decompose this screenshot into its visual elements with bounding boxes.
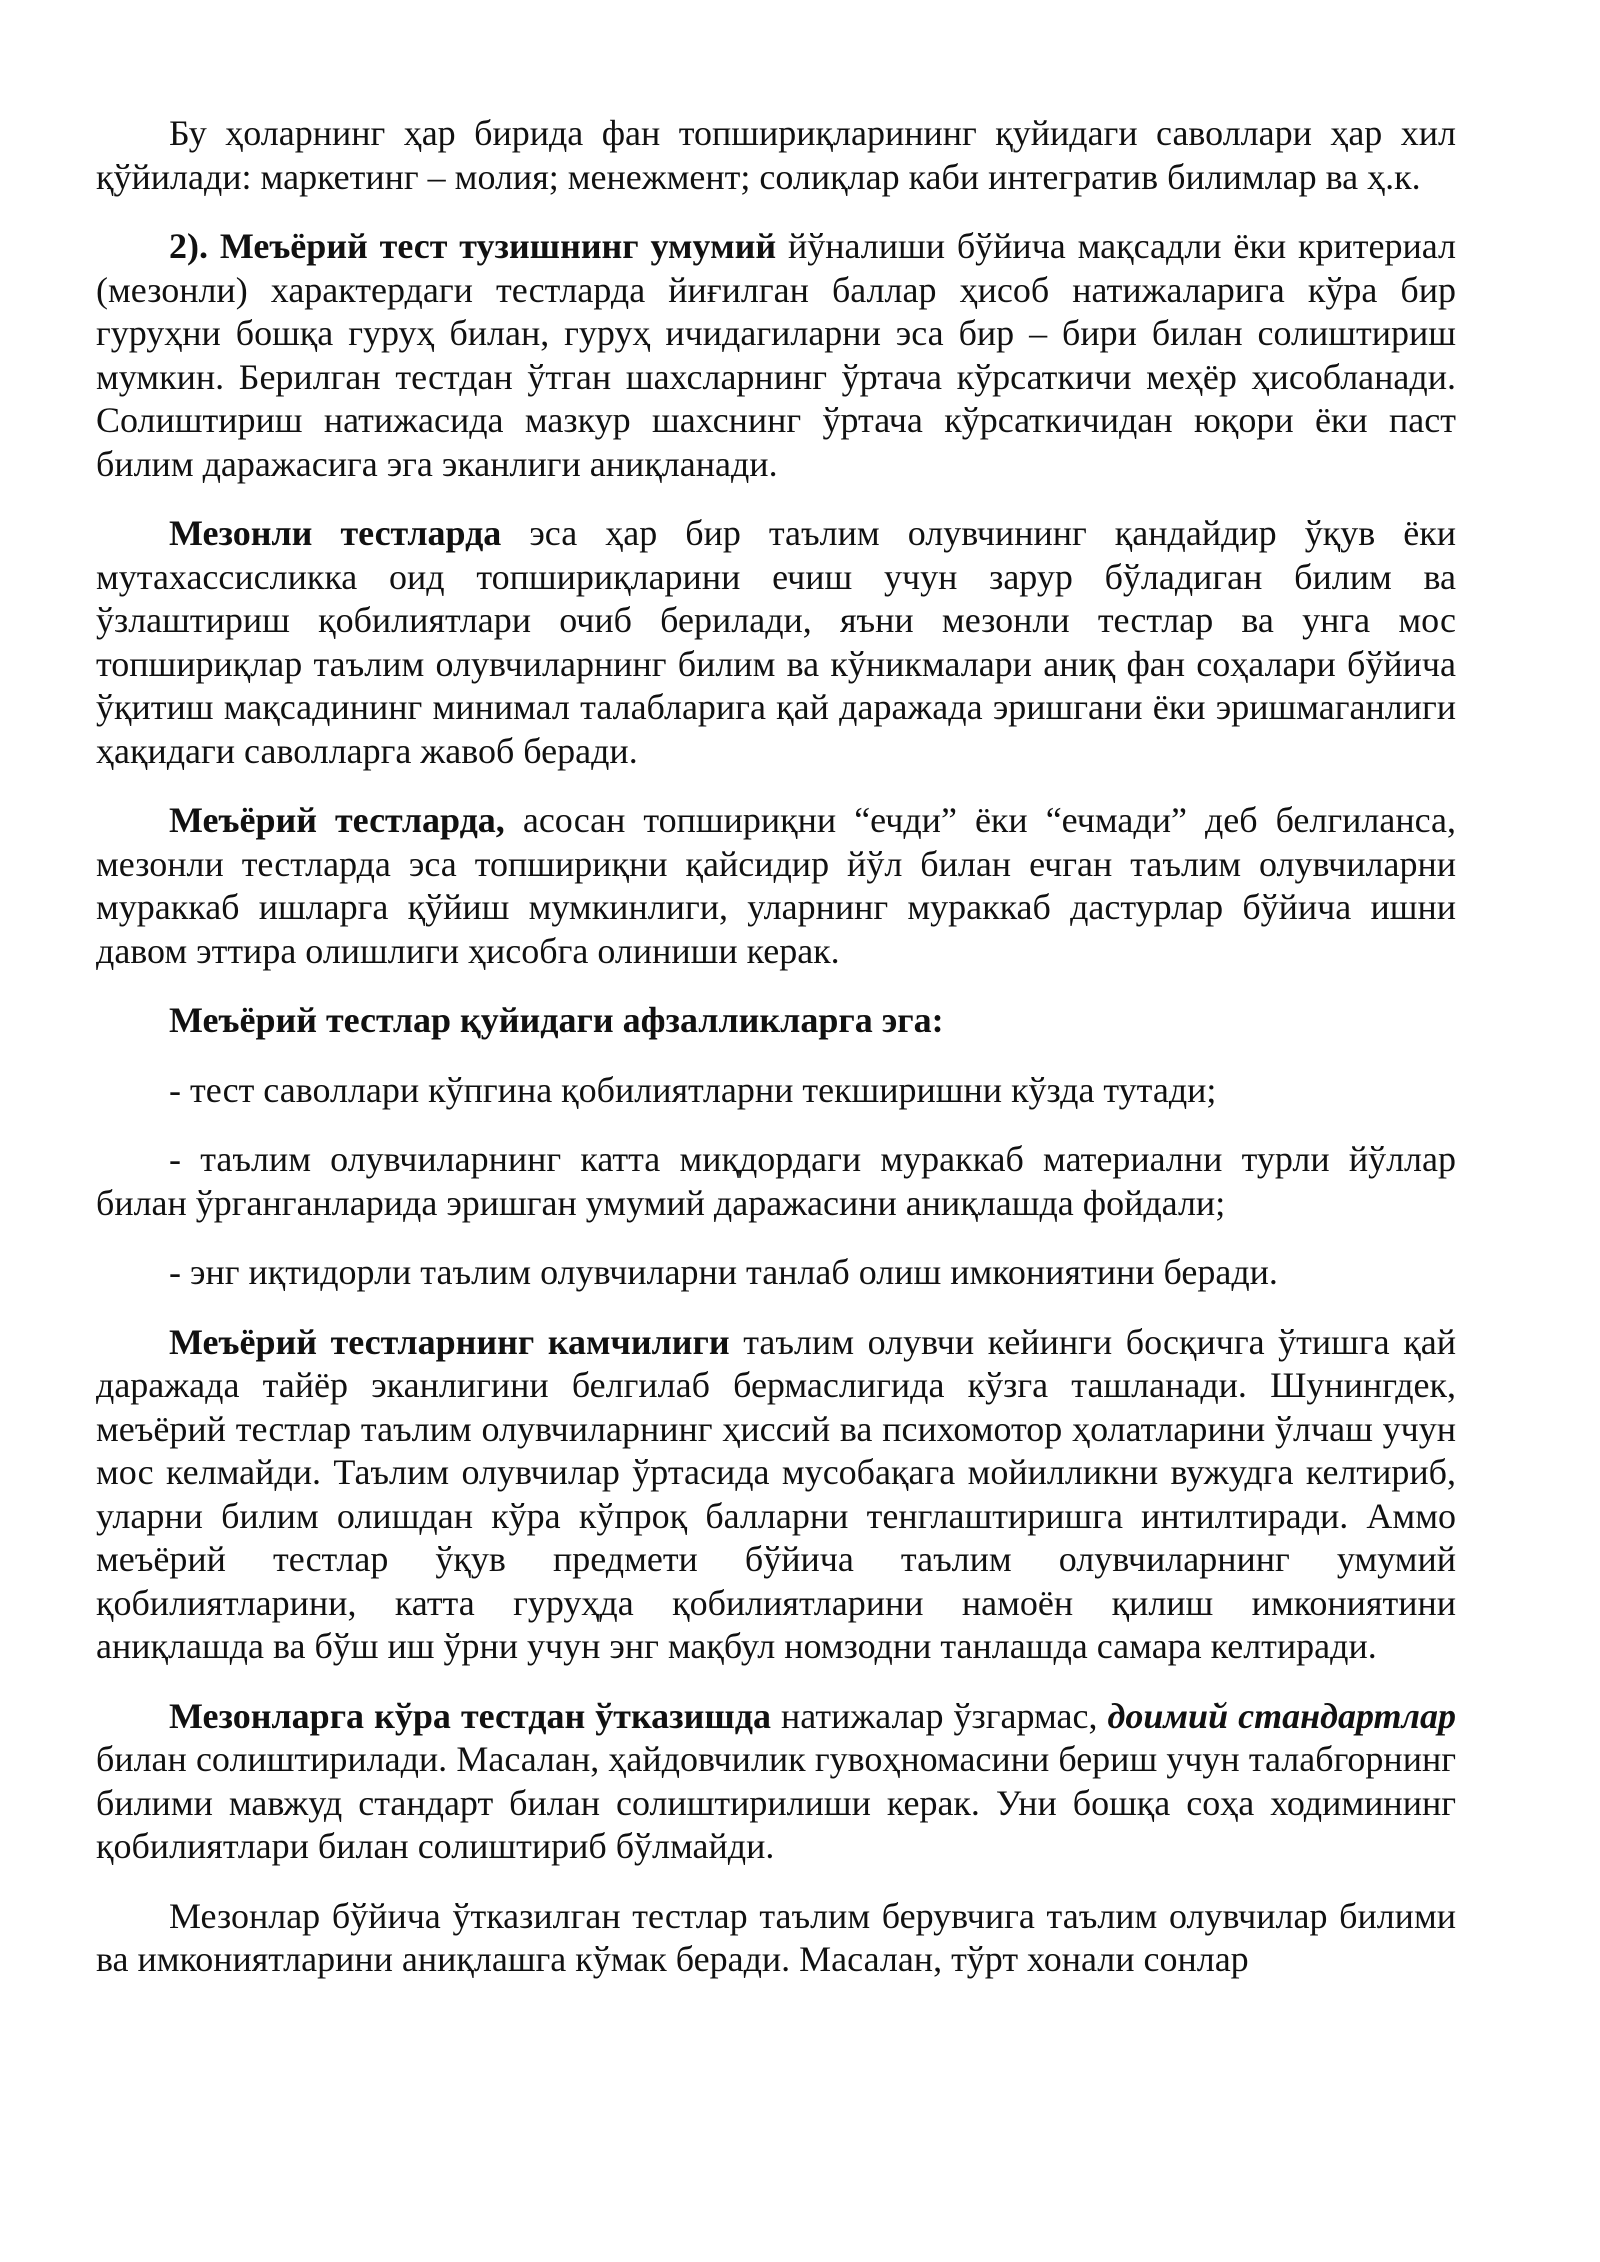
- paragraph-10: [96, 1695, 1456, 1869]
- list-item-2: [96, 1138, 1456, 1225]
- paragraph-lead-bold: 2). Меъёрий тест тузишнинг умумий: [169, 226, 777, 266]
- document-page: [96, 112, 1456, 2008]
- paragraph-4: [96, 799, 1456, 973]
- paragraph-text: эса ҳар бир таълим олувчининг қандайдир ўқув ёки мутахассисликка оид топшириқларини ечиш учун зарур бўладиган билим ва ўзлаштириш қобилиятлари очиб берилади, яъни мезонли тестлар ва унга мос топшириқлар таълим олувчиларнинг билим ва кўникмалари аниқ фан соҳалари бўйича ўқитиш мақсадининг минимал талабларига қай даражада эришгани ёки эришмаганлиги ҳақидаги саволларга жавоб беради.: [96, 513, 1456, 771]
- list-item-text: - таълим олувчиларнинг катта миқдордаги мураккаб материални турли йўллар билан ўрганганларида эришган умумий даражасини аниқлашда фойдали;: [96, 1139, 1456, 1223]
- paragraph-text: асосан топшириқни “ечди” ёки “ечмади” деб белгиланса, мезонли тестларда эса топшириқни қайсидир йўл билан ечган таълим олувчиларни мураккаб ишларга қўйиш мумкинлиги, уларнинг мураккаб дастурлар бўйича ишни давом эттира олишлиги ҳисобга олиниши керак.: [96, 800, 1457, 971]
- list-item-3: [96, 1251, 1456, 1295]
- paragraph-text: Мезонлар бўйича ўтказилган тестлар таълим берувчига таълим олувчилар билими ва имкониятларини аниқлашга кўмак беради. Масалан, тўрт хонали сонлар: [96, 1895, 1456, 1979]
- paragraph-text: билан солиштирилади. Масалан, ҳайдовчилик гувоҳномасини бериш учун талабгорнинг билими мавжуд стандарт билан солиштирилиши керак. Уни бошқа соҳа ходимининг қобилиятлари билан солиштириб бўлмайди.: [96, 1739, 1456, 1866]
- paragraph-lead-bold: Меъёрий тестларда,: [169, 800, 505, 840]
- list-item-1: [96, 1069, 1456, 1113]
- list-item-text: - энг иқтидорли таълим олувчиларни танлаб олиш имкониятини беради.: [169, 1252, 1278, 1292]
- paragraph-text: таълим олувчи кейинги босқичга ўтишга қай даражада тайёр эканлигини белгилаб бермаслигида кўзга ташланади. Шунингдек, меъёрий тестлар таълим олувчиларнинг ҳиссий ва психомотор ҳолатларини ўлчаш учун мос келмайди. Таълим олувчилар ўртасида мусобақага мойилликни вужудга келтириб, уларни билим олишдан кўра кўпроқ балларни тенглаштиришга интилтиради. Аммо меъёрий тестлар ўқув предмети бўйича таълим олувчиларнинг умумий қобилиятларини, катта гуруҳда қобилиятларини намоён қилиш имкониятини аниқлашда ва бўш иш ўрни учун энг мақбул номзодни танлашда самара келтиради.: [96, 1321, 1456, 1666]
- paragraph-9: [96, 1321, 1456, 1669]
- section-heading: Меъёрий тестлар қуйидаги афзалликларга эга:: [169, 1000, 944, 1040]
- paragraph-3: [96, 512, 1456, 773]
- paragraph-11: [96, 1895, 1456, 1982]
- paragraph-text: Бу ҳоларнинг ҳар бирида фан топшириқларининг қуйидаги саволлари ҳар хил қўйилади: маркетинг – молия; менежмент; солиқлар каби интегратив билимлар ва ҳ.к.: [96, 113, 1456, 197]
- paragraph-1: [96, 112, 1456, 199]
- paragraph-lead-bold: Меъёрий тестларнинг камчилиги: [169, 1321, 730, 1362]
- paragraph-lead-bold: Мезонларга кўра тестдан ўтказишда: [169, 1695, 771, 1736]
- paragraph-text: натижалар ўзгармас,: [770, 1695, 1108, 1736]
- paragraph-text: йўналиши бўйича мақсадли ёки критериал (мезонли) характердаги тестларда йиғилган баллар ҳисоб натижаларига кўра бир гуруҳни бошқа гуруҳ билан, гуруҳ ичидагиларни эса бир – бири билан солиштириш мумкин. Берилган тестдан ўтган шахсларнинг ўртача кўрсаткичи меҳёр ҳисобланади. Солиштириш натижасида мазкур шахснинг ўртача кўрсаткичидан юқори ёки паст билим даражасига эга эканлиги аниқланади.: [96, 226, 1457, 484]
- paragraph-2: [96, 225, 1456, 486]
- paragraph-lead-bold: Мезонли тестларда: [169, 513, 502, 553]
- emphasis-bold-italic: доимий стандартлар: [1107, 1695, 1456, 1736]
- list-item-text: - тест саволлари кўпгина қобилиятларни текширишни кўзда тутади;: [169, 1069, 1217, 1110]
- paragraph-5-heading: [96, 999, 1456, 1043]
